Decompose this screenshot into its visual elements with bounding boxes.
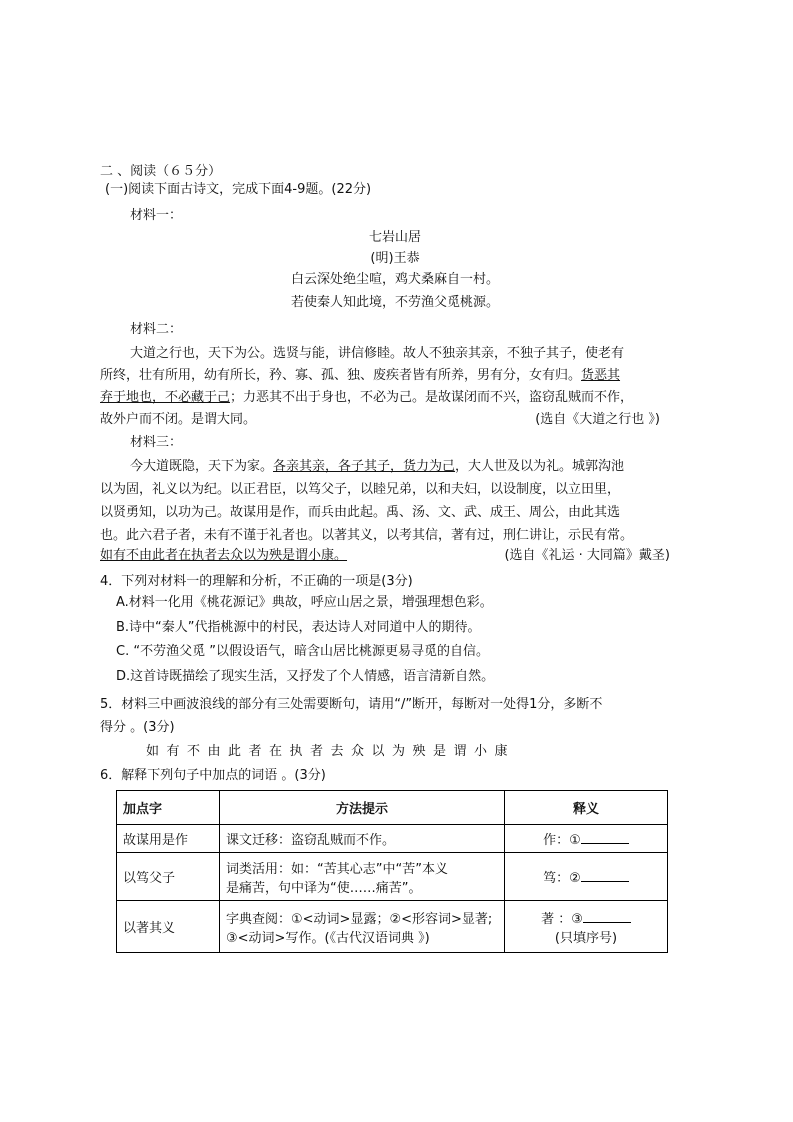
q4-option-b: B.诗中“秦人”代指桃源中的村民，表达诗人对同道中人的期待。 [116,620,481,635]
row2-word: 以笃父子 [117,853,220,901]
q4-stem: 4．下列对材料一的理解和分析，不正确的一项是(3分) [100,574,413,589]
header-hint: 方法提示 [220,791,505,825]
m2-underlined-b: 弃于地也，不必藏于己 [100,390,231,405]
q6-table [116,790,668,953]
part1-header: (一)阅读下面古诗文，完成下面4-9题。(22分) [105,182,372,197]
m3-underlined: 各亲其亲，各子其子，货力为己 [273,459,456,474]
row2-meaning: 笃：② [505,853,668,901]
m3-line-2: 以为固，礼义以为纪。以正君臣，以笃父子，以睦兄弟，以和夫妇，以设制度，以立田里， [100,482,621,497]
header-meaning: 释义 [505,791,668,825]
row1-meaning: 作：① [505,825,668,853]
row3-hint: 字典查阅：①<动词>显露；②<形容词>显著; ③<动词>写作。(《古代汉语词典 》) [220,901,505,953]
row3-word: 以著其义 [117,901,220,953]
m2-underlined-a: 货恶其 [581,368,621,383]
m2-line-3: 弃于地也，不必藏于己；力恶其不出于身也，不必为己。是故谋闭而不兴，盗窃乱贼而不作， [100,390,634,405]
m3-source: (选自《礼运 · 大同篇》戴圣) [504,548,670,563]
m3-line-5 [100,546,670,566]
row1-word: 故谋用是作 [117,825,220,853]
q5-stem-2: 得分 。(3分) [100,720,175,735]
m2-line-4: 故外户而不闭。是谓大同。 (选自《大道之行也 》) [100,410,660,430]
answer-blank-2[interactable] [581,867,629,882]
row2-hint: 词类活用：如：“苦其心志”中“苦”本义 是痛苦，句中译为“使……痛苦”。 [220,853,505,901]
table-header-row [117,791,668,825]
table-row [117,853,668,901]
row1-hint: 课文迁移：盗窃乱贼而不作。 [220,825,505,853]
row3-note: (只填序号) [554,930,618,946]
table-row [117,901,668,953]
material1-label: 材料一： [130,208,183,223]
q6-stem: 6．解释下列句子中加点的词语 。(3分) [100,768,326,783]
poem-line-1: 白云深处绝尘喧，鸡犬桑麻自一村。 [290,272,499,287]
material2-label: 材料二： [130,322,183,337]
answer-blank-3[interactable] [583,908,631,923]
poem-title: 七岩山居 [368,230,421,245]
m3-line-4: 也。此六君子者，未有不谨于礼者也。以著其义，以考其信，著有过，刑仁讲让，示民有常。 [100,528,634,543]
q5-stem-1: 5．材料三中画波浪线的部分有三处需要断句，请用“/”断开，每断对一处得1分，多断不 [100,697,603,712]
table-row [117,825,668,853]
q4-option-c: C. “不劳渔父觅 ”以假设语气，暗含山居比桃源更易寻觅的自信。 [116,644,489,659]
m3-line-3: 以贤勇知，以功为己。故谋用是作，而兵由此起。禹、汤、文、武、成王、周公，由此其选 [100,505,621,520]
m2-line-2: 所终，壮有所用，幼有所长，矜、寡、孤、独、废疾者皆有所养，男有分，女有归。货恶其 [100,368,621,383]
section-title: 二 、阅读（６５分） [100,164,222,179]
header-word: 加点字 [117,791,220,825]
row3-meaning: 著 ：③ (只填序号) [505,901,668,953]
m2-source: (选自《大道之行也 》) [535,412,660,427]
m3-wavy-sentence: 如有不由此者在执者去众以为殃是谓小康。 [100,548,348,563]
q4-option-a: A.材料一化用《桃花源记》典故，呼应山居之景，增强理想色彩。 [116,595,493,610]
material3-label: 材料三： [130,435,183,450]
poem-line-2: 若使秦人知此境，不劳渔父觅桃源。 [290,295,499,310]
answer-blank-1[interactable] [581,829,629,844]
q4-option-d: D.这首诗既描绘了现实生活，又抒发了个人情感，语言清新自然。 [116,669,495,684]
q5-sentence: 如有不由此者在执者去众以为殃是谓小康 [146,744,516,759]
m2-line-1: 大道之行也，天下为公。选贤与能，讲信修睦。故人不独亲其亲，不独子其子，使老有 [130,346,625,361]
poem-author: (明)王恭 [370,251,420,266]
m3-line-1: 今大道既隐，天下为家。各亲其亲，各子其子，货力为己，大人世及以为礼。城郭沟池 [130,459,625,474]
